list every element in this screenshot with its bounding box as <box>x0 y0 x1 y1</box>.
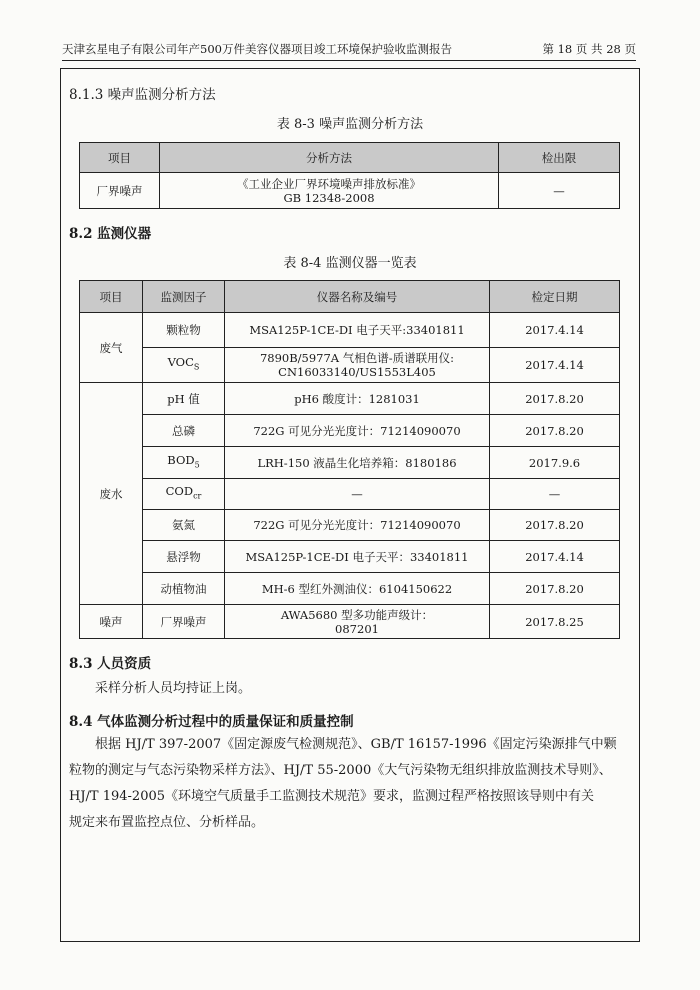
cell-instrument: MSA125P-1CE-DI 电子天平:33401811 <box>225 313 490 348</box>
header-limit: 检出限 <box>499 143 620 173</box>
cell-date: 2017.8.20 <box>490 510 620 541</box>
cell-date: 2017.8.20 <box>490 573 620 605</box>
section-8-2-heading: 8.2 监测仪器 <box>69 226 152 242</box>
instrument-line-1: AWA5680 型多功能声级计： <box>280 607 434 622</box>
cell-factor: 动植物油 <box>143 573 225 605</box>
table-row <box>80 447 620 479</box>
paragraph-line: HJ/T 194-2005《环境空气质量手工监测技术规范》要求，监测过程严格按照该导则中有关 <box>69 789 595 804</box>
section-8-4-paragraph <box>69 732 630 836</box>
instrument-line-2: CN16033140/US1553L405 <box>278 365 436 379</box>
cell-date: 2017.4.14 <box>490 541 620 573</box>
factor-subscript: 5 <box>194 460 200 470</box>
cell-factor: 氨氮 <box>143 510 225 541</box>
factor-main: VOC <box>167 355 194 370</box>
table-row <box>80 348 620 383</box>
table-header-row <box>80 281 620 313</box>
section-8-3-text: 采样分析人员均持证上岗。 <box>95 681 252 696</box>
header-date: 检定日期 <box>490 281 620 313</box>
cell-item: 厂界噪声 <box>80 173 160 209</box>
paragraph-line: 规定来布置监控点位、分析样品。 <box>69 815 265 830</box>
cell-instrument: MSA125P-1CE-DI 电子天平：33401811 <box>225 541 490 573</box>
cell-date: 2017.4.14 <box>490 313 620 348</box>
table-row <box>80 510 620 541</box>
table-8-3 <box>79 142 620 209</box>
cell-method <box>160 173 499 209</box>
table-row <box>80 383 620 415</box>
cell-instrument <box>225 348 490 383</box>
cell-factor: 悬浮物 <box>143 541 225 573</box>
table-8-4 <box>79 280 620 639</box>
cell-instrument <box>225 605 490 639</box>
cell-factor <box>143 348 225 383</box>
cell-factor: 颗粒物 <box>143 313 225 348</box>
section-8-1-3-heading: 8.1.3 噪声监测分析方法 <box>69 87 216 103</box>
header-item: 项目 <box>80 281 143 313</box>
factor-main: BOD <box>167 452 195 467</box>
method-line-1: 《工业企业厂界环境噪声排放标准》 <box>237 176 421 191</box>
factor-subscript: cr <box>193 491 202 501</box>
header-item: 项目 <box>80 143 160 173</box>
header-factor: 监测因子 <box>143 281 225 313</box>
table-row <box>80 313 620 348</box>
table-row <box>80 415 620 447</box>
cell-factor <box>143 479 225 510</box>
header-method: 分析方法 <box>160 143 499 173</box>
table-row <box>80 173 620 209</box>
cell-instrument: — <box>225 479 490 510</box>
cell-instrument: LRH-150 液晶生化培养箱：8180186 <box>225 447 490 479</box>
table-row <box>80 573 620 605</box>
table-row <box>80 541 620 573</box>
page-number: 第 18 页 共 28 页 <box>542 42 636 56</box>
page-header <box>62 38 636 61</box>
factor-subscript: S <box>193 362 200 372</box>
table-header-row <box>80 143 620 173</box>
header-instrument: 仪器名称及编号 <box>225 281 490 313</box>
instrument-line-2: 087201 <box>335 621 379 636</box>
table-row <box>80 479 620 510</box>
factor-main: COD <box>165 484 194 499</box>
cell-factor: 厂界噪声 <box>143 605 225 639</box>
cell-factor: pH 值 <box>143 383 225 415</box>
cell-instrument: MH-6 型红外测油仪：6104150622 <box>225 573 490 605</box>
section-8-3-heading: 8.3 人员资质 <box>69 656 152 672</box>
cell-factor <box>143 447 225 479</box>
cell-factor: 总磷 <box>143 415 225 447</box>
group-waste-gas: 废气 <box>80 313 143 383</box>
cell-instrument: 722G 可见分光光度计：71214090070 <box>225 510 490 541</box>
table-8-3-caption: 表 8-3 噪声监测分析方法 <box>276 117 424 132</box>
paragraph-line: 根据 HJ/T 397-2007《固定源废气检测规范》、GB/T 16157-1996《固定污染源排气中颗 <box>95 737 617 752</box>
report-title: 天津玄星电子有限公司年产500万件美容仪器项目竣工环境保护验收监测报告 <box>62 42 452 56</box>
table-8-4-caption: 表 8-4 监测仪器一览表 <box>283 256 417 271</box>
cell-date: — <box>490 479 620 510</box>
cell-instrument: pH6 酸度计：1281031 <box>225 383 490 415</box>
cell-date: 2017.8.25 <box>490 605 620 639</box>
group-noise: 噪声 <box>80 605 143 639</box>
method-line-2: GB 12348-2008 <box>283 190 375 205</box>
group-waste-water: 废水 <box>80 383 143 605</box>
cell-limit: — <box>499 173 620 209</box>
section-8-4-heading: 8.4 气体监测分析过程中的质量保证和质量控制 <box>69 714 354 730</box>
paragraph-line: 粒物的测定与气态污染物采样方法》、HJ/T 55-2000《大气污染物无组织排放监测技术导则》、 <box>69 763 612 778</box>
cell-date: 2017.4.14 <box>490 348 620 383</box>
instrument-line-1: 7890B/5977A 气相色谱-质谱联用仪: <box>259 351 455 365</box>
cell-date: 2017.8.20 <box>490 415 620 447</box>
table-row <box>80 605 620 639</box>
cell-date: 2017.9.6 <box>490 447 620 479</box>
cell-date: 2017.8.20 <box>490 383 620 415</box>
cell-instrument: 722G 可见分光光度计：71214090070 <box>225 415 490 447</box>
